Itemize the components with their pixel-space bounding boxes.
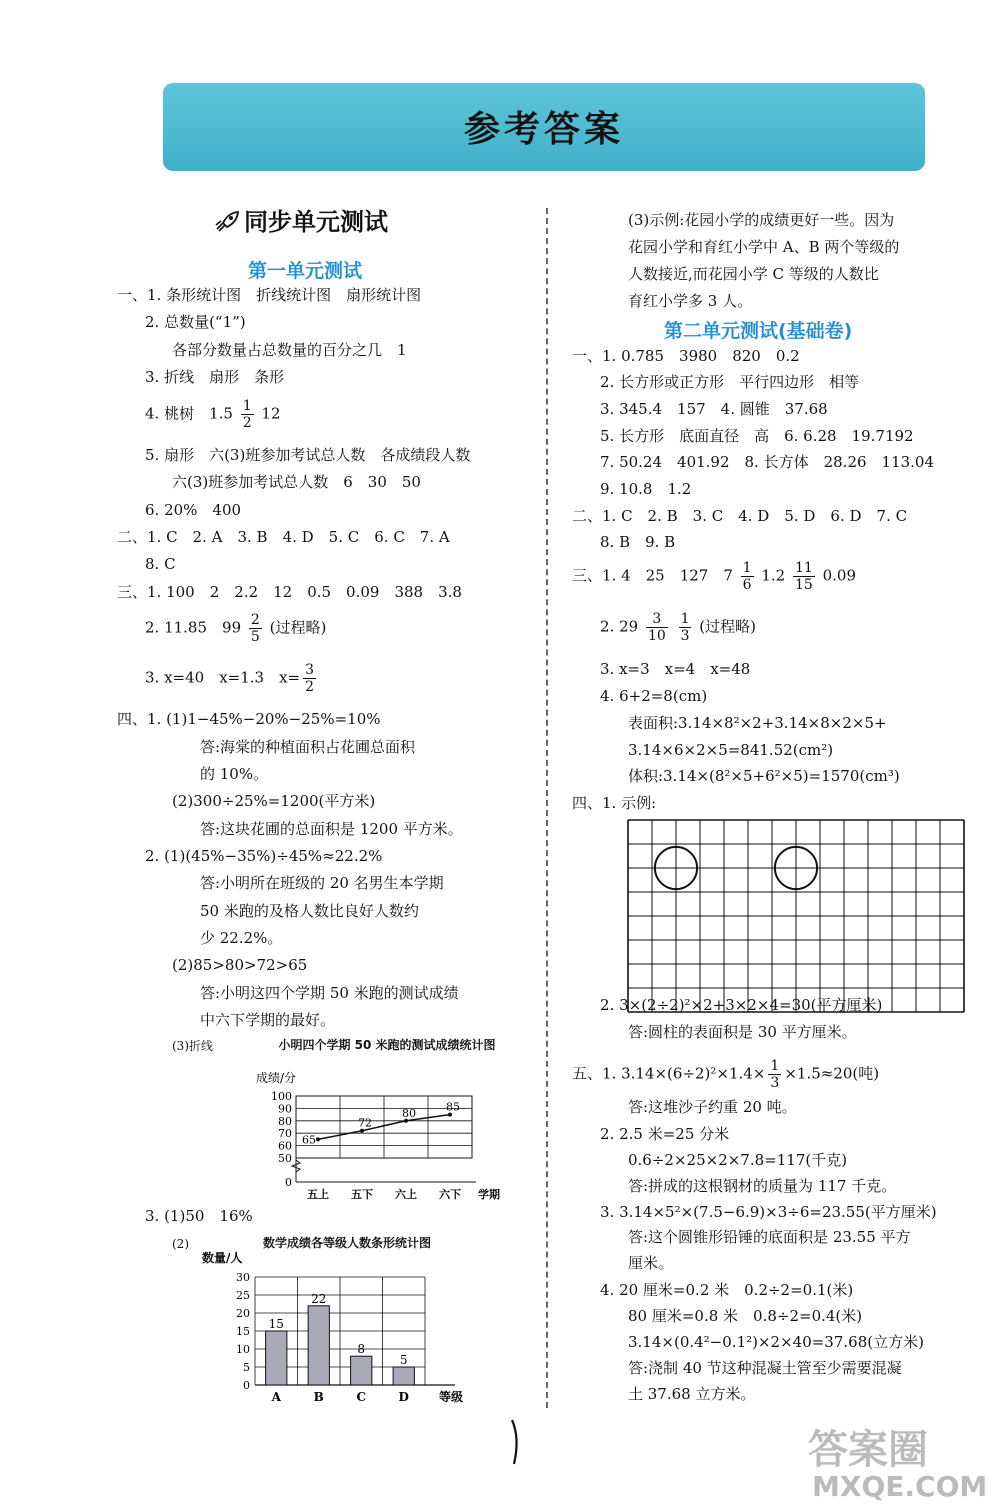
watermark-logo: 答案圈 bbox=[808, 1427, 928, 1473]
answer-line: 花园小学和育红小学中 A、B 两个等级的 bbox=[628, 238, 900, 256]
answer-line: 三、1. 100 2 2.2 12 0.5 0.09 388 3.8 bbox=[117, 583, 462, 601]
answer-line: (3)折线 bbox=[172, 1039, 213, 1053]
answer-line: 6. 20% 400 bbox=[145, 501, 242, 519]
answer-line: 中六下学期的最好。 bbox=[200, 1011, 336, 1029]
watermark-url: MXQE.COM bbox=[812, 1470, 988, 1503]
answer-text: (过程略) bbox=[269, 618, 327, 637]
bar-chart-category-label: A bbox=[271, 1390, 281, 1404]
unit1-title: 第一单元测试 bbox=[248, 260, 363, 282]
answer-text: 4. 桃树 1.5 bbox=[145, 404, 233, 423]
answer-line: 答:圆柱的表面积是 30 平方厘米。 bbox=[628, 1023, 857, 1041]
answer-line: 2. (1)(45%−35%)÷45%≈22.2% bbox=[145, 847, 383, 865]
line-chart bbox=[240, 1060, 500, 1205]
answer-line: 9. 10.8 1.2 bbox=[600, 480, 692, 498]
line-chart-tick-label: 0 bbox=[285, 1176, 292, 1189]
answer-line: 四、1. (1)1−45%−20%−25%=10% bbox=[117, 710, 381, 728]
answer-line: 答:小明这四个学期 50 米跑的测试成绩 bbox=[200, 984, 459, 1002]
answer-line: 3. (1)50 16% bbox=[145, 1207, 253, 1225]
bar-chart-tick-label: 20 bbox=[236, 1307, 250, 1320]
bar-chart-tick-label: 10 bbox=[236, 1343, 250, 1356]
answer-line: 表面积:3.14×8²×2+3.14×8×2×5+ bbox=[628, 714, 887, 732]
line-chart-tick-label: 50 bbox=[278, 1152, 292, 1165]
bar-chart-data-label: 5 bbox=[399, 1353, 408, 1367]
fraction-den: 3 bbox=[770, 1075, 780, 1091]
section-title bbox=[214, 202, 388, 237]
bar-chart-category-label: B bbox=[313, 1390, 324, 1404]
line-chart-tick-label: 80 bbox=[278, 1114, 292, 1128]
answer-line: 二、1. C 2. A 3. B 4. D 5. C 6. C 7. A bbox=[117, 528, 450, 546]
answer-line: 5. 长方形 底面直径 高 6. 6.28 19.7192 bbox=[600, 427, 914, 445]
fraction bbox=[241, 398, 254, 431]
line-chart-point bbox=[316, 1137, 320, 1141]
answer-line: 人数接近,而花园小学 C 等级的人数比 bbox=[628, 265, 879, 283]
answer-line: 4. 6+2=8(cm) bbox=[600, 687, 708, 705]
answer-line: 厘米。 bbox=[628, 1254, 674, 1272]
answer-line bbox=[572, 1058, 879, 1091]
bar-chart-bar bbox=[393, 1367, 414, 1385]
answer-line bbox=[600, 611, 756, 644]
answer-line: 2. 长方形或正方形 平行四边形 相等 bbox=[600, 373, 860, 391]
line-chart-category-label: 六上 bbox=[395, 1188, 417, 1201]
bar-chart-data-label: 8 bbox=[357, 1342, 366, 1357]
answer-text: 12 bbox=[261, 404, 281, 423]
answer-line: 答:浇制 40 节这种混凝土管至少需要混凝 bbox=[628, 1359, 902, 1377]
answer-line: 答:这块花圃的总面积是 1200 平方米。 bbox=[200, 820, 463, 838]
line-chart-data-label: 72 bbox=[358, 1116, 372, 1130]
answer-line: 一、1. 条形统计图 折线统计图 扇形统计图 bbox=[117, 286, 422, 304]
answer-line: 2. 2.5 米=25 分米 bbox=[600, 1125, 730, 1143]
line-chart-category-label: 五下 bbox=[351, 1188, 373, 1201]
fraction bbox=[679, 611, 692, 644]
answer-line: 一、1. 0.785 3980 820 0.2 bbox=[572, 347, 800, 365]
answer-line: 答:这个圆锥形铅锤的底面积是 23.55 平方 bbox=[628, 1228, 911, 1246]
answer-text: 三、1. 4 25 127 7 bbox=[572, 566, 733, 585]
fraction-den: 6 bbox=[742, 577, 752, 593]
bar-chart-tick-label: 30 bbox=[236, 1271, 250, 1284]
answer-line: (2)85>80>72>65 bbox=[172, 956, 308, 974]
answer-text: 五、1. 3.14×(6÷2)²×1.4× bbox=[572, 1064, 766, 1083]
answer-line: 体积:3.14×(8²×5+6²×5)=1570(cm³) bbox=[628, 767, 900, 785]
answer-line: 4. 20 厘米=0.2 米 0.2÷2=0.1(米) bbox=[600, 1281, 854, 1299]
answer-line: 四、1. 示例: bbox=[572, 794, 657, 812]
rocket-icon bbox=[214, 210, 240, 232]
answer-line bbox=[572, 560, 856, 593]
line-chart-tick-label: 70 bbox=[278, 1127, 292, 1141]
bar-chart-xlabel: 等级 bbox=[439, 1390, 464, 1404]
line-chart-data-label: 80 bbox=[402, 1106, 416, 1120]
answer-line: 50 米跑的及格人数比良好人数约 bbox=[200, 902, 419, 920]
line-chart-data-label: 65 bbox=[302, 1133, 316, 1147]
answer-line: 答:拼成的这根钢材的质量为 117 千克。 bbox=[628, 1177, 897, 1195]
fraction bbox=[741, 560, 754, 593]
bar-chart-tick-label: 15 bbox=[236, 1325, 250, 1338]
answer-line: 2. 总数量(“1”) bbox=[145, 313, 246, 331]
answer-line: 答:这堆沙子约重 20 吨。 bbox=[628, 1098, 797, 1116]
fraction-den: 2 bbox=[242, 415, 252, 431]
fraction-num: 2 bbox=[250, 612, 260, 628]
fraction-den: 10 bbox=[647, 628, 666, 644]
answer-line: 六(3)班参加考试总人数 6 30 50 bbox=[172, 473, 421, 491]
fraction bbox=[768, 1058, 781, 1091]
answer-text: 2. 11.85 99 bbox=[145, 618, 242, 637]
answer-line: 育红小学多 3 人。 bbox=[628, 292, 753, 310]
line-chart-title: 小明四个学期 50 米跑的测试成绩统计图 bbox=[278, 1038, 496, 1052]
answer-line: 土 37.68 立方米。 bbox=[628, 1385, 756, 1403]
fraction-den: 5 bbox=[250, 629, 260, 645]
fraction-num: 1 bbox=[770, 1058, 780, 1074]
answer-line: (2) bbox=[172, 1237, 189, 1251]
bar-chart-tick-label: 0 bbox=[243, 1379, 250, 1392]
answer-line: 3.14×6×2×5=841.52(cm²) bbox=[628, 741, 834, 759]
answer-line bbox=[145, 662, 319, 695]
answer-line: 3. 3.14×5²×(7.5−6.9)×3÷6=23.55(平方厘米) bbox=[600, 1203, 937, 1221]
answer-line: (2)300÷25%=1200(平方米) bbox=[172, 792, 376, 810]
bar-chart-tick-label: 5 bbox=[243, 1361, 250, 1374]
line-chart-tick-label: 90 bbox=[278, 1102, 292, 1116]
grid-drawing bbox=[625, 818, 970, 1014]
bar-chart-data-label: 15 bbox=[268, 1317, 284, 1331]
fraction bbox=[249, 612, 262, 645]
fraction bbox=[793, 560, 815, 593]
answer-line: 7. 50.24 401.92 8. 长方体 28.26 113.04 bbox=[600, 453, 935, 471]
answer-line: 3.14×(0.4²−0.1²)×2×40=37.68(立方米) bbox=[628, 1333, 924, 1351]
fraction-num: 1 bbox=[680, 611, 690, 627]
line-chart-category-label: 五上 bbox=[307, 1188, 329, 1201]
line-chart-ylabel: 成绩/分 bbox=[256, 1071, 297, 1085]
answer-line bbox=[145, 612, 326, 645]
answer-text: 0.09 bbox=[822, 566, 857, 585]
bar-chart-category-label: C bbox=[356, 1390, 367, 1404]
answer-line: 3. 345.4 157 4. 圆锥 37.68 bbox=[600, 400, 828, 418]
bar-chart-title: 数学成绩各等级人数条形统计图 bbox=[262, 1236, 431, 1250]
answer-line: 各部分数量占总数量的百分之几 1 bbox=[172, 341, 407, 359]
fraction-num: 1 bbox=[742, 560, 752, 576]
fraction-num: 11 bbox=[795, 560, 813, 576]
unit2-title: 第二单元测试(基础卷) bbox=[664, 320, 853, 342]
answer-line: 答:小明所在班级的 20 名男生本学期 bbox=[200, 874, 444, 892]
line-chart-data-label: 85 bbox=[446, 1100, 460, 1114]
line-chart-category-label: 六下 bbox=[439, 1188, 461, 1201]
answer-text: 1.2 bbox=[761, 566, 786, 585]
answer-line: 2. 3×(2÷2)²×2+3×2×4=30(平方厘米) bbox=[600, 996, 883, 1014]
answer-line: 答:海棠的种植面积占花圃总面积 bbox=[200, 738, 416, 756]
answer-line: 的 10%。 bbox=[200, 765, 269, 783]
fraction-den: 15 bbox=[795, 577, 813, 593]
fraction bbox=[303, 662, 316, 695]
line-chart-tick-label: 100 bbox=[271, 1090, 292, 1103]
answer-text: 2. 29 bbox=[600, 617, 639, 636]
bar-chart-bar bbox=[266, 1331, 287, 1385]
answer-text: 3. x=40 x=1.3 x= bbox=[145, 668, 301, 687]
answer-line: 二、1. C 2. B 3. C 4. D 5. D 6. D 7. C bbox=[572, 507, 908, 525]
answer-line: 5. 扇形 六(3)班参加考试总人数 各成绩段人数 bbox=[145, 446, 471, 464]
answer-text: ×1.5≈20(吨) bbox=[784, 1064, 880, 1083]
page-mark bbox=[500, 1418, 530, 1468]
answer-line bbox=[145, 398, 281, 431]
bar-chart-data-label: 22 bbox=[311, 1291, 327, 1306]
answer-line: 3. x=3 x=4 x=48 bbox=[600, 660, 751, 678]
answer-line: 0.6÷2×25×2×7.8=117(千克) bbox=[628, 1151, 848, 1169]
bar-chart-category-label: D bbox=[398, 1390, 409, 1404]
column-divider bbox=[546, 208, 548, 1408]
answer-line: 8. B 9. B bbox=[600, 533, 676, 551]
fraction-den: 2 bbox=[305, 679, 315, 695]
line-chart-tick-label: 60 bbox=[278, 1139, 292, 1153]
section-title-text: 同步单元测试 bbox=[244, 208, 388, 236]
bar-chart-bar bbox=[308, 1306, 329, 1385]
fraction-num: 3 bbox=[646, 611, 668, 628]
answer-line: 80 厘米=0.8 米 0.8÷2=0.4(米) bbox=[628, 1307, 863, 1325]
banner-title: 参考答案 bbox=[463, 109, 624, 150]
bar-chart-bar bbox=[351, 1356, 372, 1385]
fraction bbox=[646, 611, 668, 644]
answer-line: (3)示例:花园小学的成绩更好一些。因为 bbox=[628, 211, 895, 229]
answer-line: 3. 折线 扇形 条形 bbox=[145, 368, 285, 386]
bar-chart-tick-label: 25 bbox=[236, 1289, 250, 1302]
answer-line: 8. C bbox=[145, 555, 176, 573]
answer-banner bbox=[163, 83, 925, 171]
bar-chart-ylabel: 数量/人 bbox=[202, 1251, 243, 1265]
fraction-num: 3 bbox=[305, 662, 315, 678]
answer-line: 少 22.2%。 bbox=[200, 929, 283, 947]
fraction-den: 3 bbox=[680, 628, 690, 644]
bar-chart bbox=[200, 1248, 490, 1408]
line-chart-xlabel: 学期 bbox=[478, 1188, 500, 1201]
answer-text: (过程略) bbox=[699, 617, 756, 636]
fraction-num: 1 bbox=[242, 398, 252, 414]
